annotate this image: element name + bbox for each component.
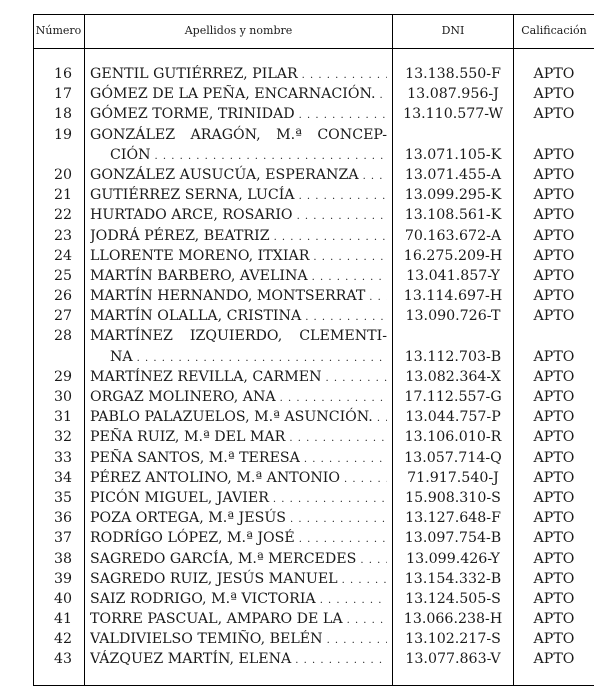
leader-dots (309, 246, 387, 266)
row-name-line (90, 468, 387, 488)
row-name (90, 468, 387, 488)
leader-dots (151, 145, 387, 165)
row-name (90, 448, 387, 468)
row-name-line2-text: CIÓN (110, 146, 151, 163)
leader-dots (359, 165, 387, 185)
row-calificacion: APTO (533, 166, 575, 183)
row-calificacion: APTO (533, 530, 575, 547)
row-name-line (90, 448, 387, 468)
row-calificacion: APTO (533, 489, 575, 506)
row-name (90, 569, 387, 589)
row-dni: 13.082.364-X (405, 368, 501, 385)
table-row (33, 165, 594, 185)
row-number: 30 (53, 389, 73, 406)
row-name-line (90, 488, 387, 508)
row-name-text: PEÑA RUIZ, M.ª DEL MAR (90, 429, 286, 446)
row-number: 35 (53, 489, 73, 506)
row-name-line (90, 387, 387, 407)
leader-dots (285, 427, 387, 447)
row-number: 32 (53, 429, 73, 446)
row-number: 21 (53, 187, 73, 204)
leader-dots (338, 569, 387, 589)
row-dni: 13.102.217-S (405, 631, 501, 648)
row-name-line1: MARTÍNEZ IZQUIERDO, CLEMENTI- (90, 328, 387, 345)
leader-dots (270, 226, 387, 246)
row-name (90, 549, 387, 569)
row-name-line (90, 246, 387, 266)
leader-dots (298, 64, 387, 84)
row-name-text: JODRÁ PÉREZ, BEATRIZ (90, 227, 270, 244)
row-name (90, 528, 387, 548)
row-name-text: POZA ORTEGA, M.ª JESÚS (90, 510, 286, 527)
table-row (33, 226, 594, 246)
row-number: 41 (53, 611, 73, 628)
row-name (90, 407, 387, 427)
row-calificacion: APTO (533, 368, 575, 385)
row-number: 19 (53, 126, 73, 143)
leader-dots (356, 549, 387, 569)
row-calificacion: APTO (533, 308, 575, 325)
row-name-line (90, 104, 387, 124)
table-row (33, 589, 594, 609)
row-calificacion: APTO (533, 429, 575, 446)
row-calificacion: APTO (533, 570, 575, 587)
row-name (90, 266, 387, 286)
row-name-text: MARTÍNEZ REVILLA, CARMEN (90, 368, 322, 385)
row-name-text: TORRE PASCUAL, AMPARO DE LA (90, 611, 343, 628)
row-dni: 13.097.754-B (404, 530, 502, 547)
row-name-line (90, 589, 387, 609)
row-calificacion: APTO (533, 66, 575, 82)
row-name-text: MARTÍN HERNANDO, MONTSERRAT (90, 288, 366, 305)
row-name-text: HURTADO ARCE, ROSARIO (90, 207, 293, 224)
row-number: 17 (53, 86, 73, 103)
results-table (33, 14, 594, 687)
table-bottom-rule (33, 685, 594, 686)
header-calificacion: Calificación (521, 24, 587, 37)
row-name-line (90, 226, 387, 246)
table-row (33, 569, 594, 589)
row-name (90, 649, 387, 669)
row-name-line1: GONZÁLEZ ARAGÓN, M.ª CONCEP- (90, 126, 387, 143)
row-name-line (90, 629, 387, 649)
row-calificacion: APTO (533, 227, 575, 244)
row-name-text: PICÓN MIGUEL, JAVIER (90, 489, 269, 506)
row-name-text: PÉREZ ANTOLINO, M.ª ANTONIO (90, 469, 341, 486)
row-calificacion: APTO (533, 187, 575, 204)
row-name-text: MARTÍN OLALLA, CRISTINA (90, 308, 302, 325)
row-number: 36 (53, 510, 73, 527)
row-dni: 71.917.540-J (407, 469, 499, 486)
leader-dots (295, 528, 387, 548)
row-name-line (90, 286, 387, 306)
row-name-text: GÓMEZ DE LA PEÑA, ENCARNACIÓN. (90, 86, 376, 103)
row-name (90, 104, 387, 124)
table-row (33, 468, 594, 488)
table-row (33, 266, 594, 286)
row-name (90, 64, 387, 84)
row-calificacion: APTO (533, 449, 575, 466)
row-name-text: ORGAZ MOLINERO, ANA (90, 389, 276, 406)
row-dni: 13.124.505-S (405, 590, 501, 607)
row-name-text: LLORENTE MORENO, ITXIAR (90, 247, 310, 264)
row-number: 29 (53, 368, 73, 385)
row-calificacion: APTO (533, 267, 575, 284)
table-row (33, 64, 594, 84)
table-row (33, 549, 594, 569)
row-dni: 13.044.757-P (405, 409, 501, 426)
row-name (90, 508, 387, 528)
row-dni: 17.112.557-G (404, 389, 502, 406)
row-name-text: MARTÍN BARBERO, AVELINA (90, 267, 308, 284)
row-number: 33 (53, 449, 73, 466)
row-dni: 13.041.857-Y (406, 267, 500, 284)
row-name-text: SAGREDO RUIZ, JESÚS MANUEL (90, 570, 338, 587)
row-dni: 13.112.703-B (404, 348, 502, 365)
row-name-line2 (110, 145, 387, 165)
table-row (33, 629, 594, 649)
row-name-line (90, 165, 387, 185)
row-calificacion: APTO (533, 207, 575, 224)
row-calificacion: APTO (533, 348, 575, 365)
row-number: 26 (53, 288, 73, 305)
row-dni: 13.106.010-R (404, 429, 502, 446)
row-name-line (90, 528, 387, 548)
row-dni: 13.138.550-F (405, 66, 501, 82)
leader-dots (293, 205, 387, 225)
row-name (90, 589, 387, 609)
row-dni: 13.071.105-K (404, 146, 502, 163)
table-row (33, 84, 594, 104)
row-name-text: PABLO PALAZUELOS, M.ª ASUNCIÓN. (90, 409, 373, 426)
table-row (33, 286, 594, 306)
row-number: 28 (53, 328, 73, 345)
table-row (33, 367, 594, 387)
table-row (33, 205, 594, 225)
row-calificacion: APTO (533, 611, 575, 628)
row-number: 31 (53, 409, 73, 426)
table-row (33, 306, 594, 326)
row-name-line (90, 185, 387, 205)
leader-dots (323, 629, 387, 649)
row-dni: 15.908.310-S (405, 489, 501, 506)
row-name-line (90, 266, 387, 286)
row-name (90, 226, 387, 246)
row-number: 18 (53, 106, 73, 123)
row-number: 40 (53, 590, 73, 607)
row-calificacion: APTO (533, 146, 575, 163)
row-name (90, 427, 387, 447)
row-name (90, 326, 387, 366)
row-name (90, 387, 387, 407)
row-dni: 13.066.238-H (403, 611, 503, 628)
row-name (90, 609, 387, 629)
row-number: 27 (53, 308, 73, 325)
row-calificacion: APTO (533, 510, 575, 527)
row-name-line (90, 549, 387, 569)
row-calificacion: APTO (533, 288, 575, 305)
row-calificacion: APTO (533, 590, 575, 607)
row-number: 22 (53, 207, 73, 224)
row-name (90, 286, 387, 306)
row-name-line (90, 569, 387, 589)
table-row (33, 125, 594, 165)
row-dni: 16.275.209-H (403, 247, 503, 264)
row-name (90, 84, 387, 104)
table-row (33, 508, 594, 528)
row-name-line (90, 84, 387, 104)
row-number: 25 (53, 267, 73, 284)
row-calificacion: APTO (533, 550, 575, 567)
row-name (90, 488, 387, 508)
table-row (33, 387, 594, 407)
row-calificacion: APTO (533, 247, 575, 264)
row-name-text: SAGREDO GARCÍA, M.ª MERCEDES (90, 550, 357, 567)
row-name (90, 185, 387, 205)
row-name (90, 306, 387, 326)
row-calificacion: APTO (533, 106, 575, 123)
row-name-line (90, 508, 387, 528)
leader-dots (286, 508, 387, 528)
leader-dots (365, 286, 387, 306)
row-name-text: GÓMEZ TORME, TRINIDAD (90, 106, 295, 123)
row-name-line (90, 609, 387, 629)
row-name-text: GENTIL GUTIÉRREZ, PILAR (90, 66, 298, 82)
table-row (33, 246, 594, 266)
leader-dots (276, 387, 387, 407)
row-name-line (90, 205, 387, 225)
table-row (33, 609, 594, 629)
row-name-text: GONZÁLEZ AUSUCÚA, ESPERANZA (90, 166, 359, 183)
leader-dots (316, 589, 387, 609)
table-row (33, 488, 594, 508)
row-name-line (90, 427, 387, 447)
row-name (90, 629, 387, 649)
row-number: 42 (53, 631, 73, 648)
row-dni: 13.127.648-F (405, 510, 501, 527)
row-name-text: VÁZQUEZ MARTÍN, ELENA (90, 651, 292, 668)
row-dni: 13.099.295-K (404, 187, 502, 204)
leader-dots (340, 468, 387, 488)
row-dni: 13.154.332-B (404, 570, 502, 587)
row-dni: 13.108.561-K (404, 207, 502, 224)
row-name-text: PEÑA SANTOS, M.ª TERESA (90, 449, 300, 466)
table-row (33, 649, 594, 669)
row-number: 43 (53, 651, 73, 668)
leader-dots (373, 407, 387, 427)
row-name-text: SAIZ RODRIGO, M.ª VICTORIA (90, 590, 316, 607)
header-numero: Número (35, 24, 82, 37)
row-name (90, 246, 387, 266)
row-number: 38 (53, 550, 73, 567)
row-number: 23 (53, 227, 73, 244)
table-body (33, 64, 594, 670)
row-calificacion: APTO (533, 469, 575, 486)
row-number: 34 (53, 469, 73, 486)
row-number: 24 (53, 247, 73, 264)
table-row (33, 185, 594, 205)
leader-dots (269, 488, 387, 508)
header-apellidos-nombre: Apellidos y nombre (184, 24, 293, 37)
row-number: 37 (53, 530, 73, 547)
leader-dots (301, 306, 387, 326)
row-name (90, 165, 387, 185)
row-calificacion: APTO (533, 631, 575, 648)
row-name-line (90, 306, 387, 326)
header-dni: DNI (441, 24, 465, 37)
row-dni: 13.114.697-H (403, 288, 503, 305)
row-name-text: VALDIVIELSO TEMIÑO, BELÉN (90, 631, 323, 648)
table-row (33, 104, 594, 124)
row-name-text: GUTIÉRREZ SERNA, LUCÍA (90, 187, 295, 204)
row-name-line2-text: NA (110, 348, 133, 365)
row-name (90, 367, 387, 387)
table-row (33, 427, 594, 447)
header-bottom-rule (33, 48, 594, 49)
row-dni: 13.087.956-J (407, 86, 499, 103)
row-calificacion: APTO (533, 389, 575, 406)
row-number: 20 (53, 166, 73, 183)
row-dni: 13.110.577-W (403, 106, 503, 123)
row-dni: 13.071.455-A (404, 166, 502, 183)
row-name-line (90, 64, 387, 84)
table-row (33, 407, 594, 427)
leader-dots (295, 104, 387, 124)
leader-dots (343, 609, 387, 629)
row-name-line (90, 407, 387, 427)
leader-dots (376, 84, 387, 104)
row-name-line2 (110, 347, 387, 367)
row-dni: 13.077.863-V (405, 651, 501, 668)
row-calificacion: APTO (533, 409, 575, 426)
table-row (33, 448, 594, 468)
leader-dots (300, 448, 387, 468)
row-name-text: RODRÍGO LÓPEZ, M.ª JOSÉ (90, 530, 295, 547)
row-dni: 13.090.726-T (405, 308, 501, 325)
row-dni: 70.163.672-A (404, 227, 502, 244)
row-name-line (90, 649, 387, 669)
row-name (90, 205, 387, 225)
row-dni: 13.057.714-Q (404, 449, 502, 466)
row-calificacion: APTO (533, 86, 575, 103)
leader-dots (295, 185, 387, 205)
leader-dots (291, 649, 387, 669)
row-name (90, 125, 387, 165)
leader-dots (133, 347, 387, 367)
row-calificacion: APTO (533, 651, 575, 668)
table-row (33, 528, 594, 548)
table-row (33, 326, 594, 366)
row-number: 39 (53, 570, 73, 587)
row-dni: 13.099.426-Y (406, 550, 500, 567)
leader-dots (308, 266, 387, 286)
leader-dots (322, 367, 388, 387)
row-name-line (90, 367, 387, 387)
row-number: 16 (53, 66, 73, 82)
